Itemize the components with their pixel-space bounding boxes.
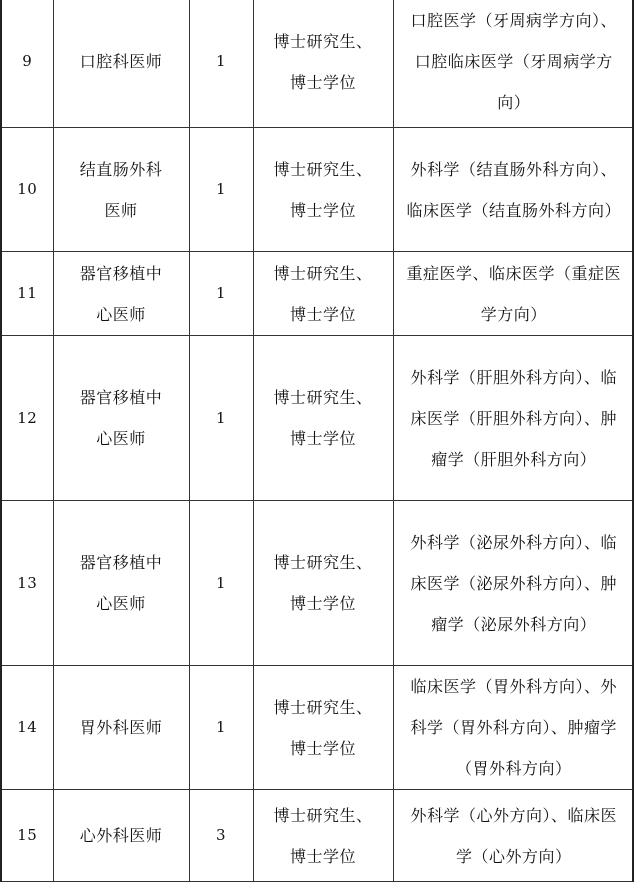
hiring-count: 1 [189, 501, 253, 666]
major-requirement: 外科学（心外方向）、临床医学（心外方向） [393, 790, 633, 882]
position-name: 口腔科医师 [53, 0, 189, 128]
major-requirement: 口腔医学（牙周病学方向）、口腔临床医学（牙周病学方向） [393, 0, 633, 128]
row-number: 15 [1, 790, 53, 882]
education-requirement: 博士研究生、博士学位 [253, 336, 393, 501]
position-name: 胃外科医师 [53, 666, 189, 790]
education-requirement: 博士研究生、博士学位 [253, 252, 393, 336]
table-row [1, 336, 633, 501]
education-requirement: 博士研究生、博士学位 [253, 666, 393, 790]
row-number: 13 [1, 501, 53, 666]
major-requirement: 重症医学、临床医学（重症医学方向） [393, 252, 633, 336]
table-row [1, 790, 633, 882]
row-number: 10 [1, 128, 53, 252]
major-requirement: 外科学（肝胆外科方向）、临床医学（肝胆外科方向）、肿瘤学（肝胆外科方向） [393, 336, 633, 501]
position-name: 器官移植中心医师 [53, 252, 189, 336]
education-requirement: 博士研究生、博士学位 [253, 790, 393, 882]
position-name: 结直肠外科医师 [53, 128, 189, 252]
position-name: 器官移植中心医师 [53, 501, 189, 666]
education-requirement: 博士研究生、博士学位 [253, 128, 393, 252]
row-number: 14 [1, 666, 53, 790]
major-requirement: 临床医学（胃外科方向）、外科学（胃外科方向）、肿瘤学（胃外科方向） [393, 666, 633, 790]
table-row [1, 501, 633, 666]
hiring-count: 1 [189, 252, 253, 336]
hiring-count: 1 [189, 128, 253, 252]
row-number: 9 [1, 0, 53, 128]
education-requirement: 博士研究生、博士学位 [253, 0, 393, 128]
row-number: 11 [1, 252, 53, 336]
hiring-count: 1 [189, 336, 253, 501]
table-row [1, 666, 633, 790]
table-row [1, 128, 633, 252]
education-requirement: 博士研究生、博士学位 [253, 501, 393, 666]
table-row [1, 252, 633, 336]
major-requirement: 外科学（泌尿外科方向）、临床医学（泌尿外科方向）、肿瘤学（泌尿外科方向） [393, 501, 633, 666]
hiring-count: 1 [189, 666, 253, 790]
hiring-count: 1 [189, 0, 253, 128]
position-name: 器官移植中心医师 [53, 336, 189, 501]
hiring-count: 3 [189, 790, 253, 882]
major-requirement: 外科学（结直肠外科方向）、临床医学（结直肠外科方向） [393, 128, 633, 252]
position-name: 心外科医师 [53, 790, 189, 882]
row-number: 12 [1, 336, 53, 501]
table-row [1, 0, 633, 128]
